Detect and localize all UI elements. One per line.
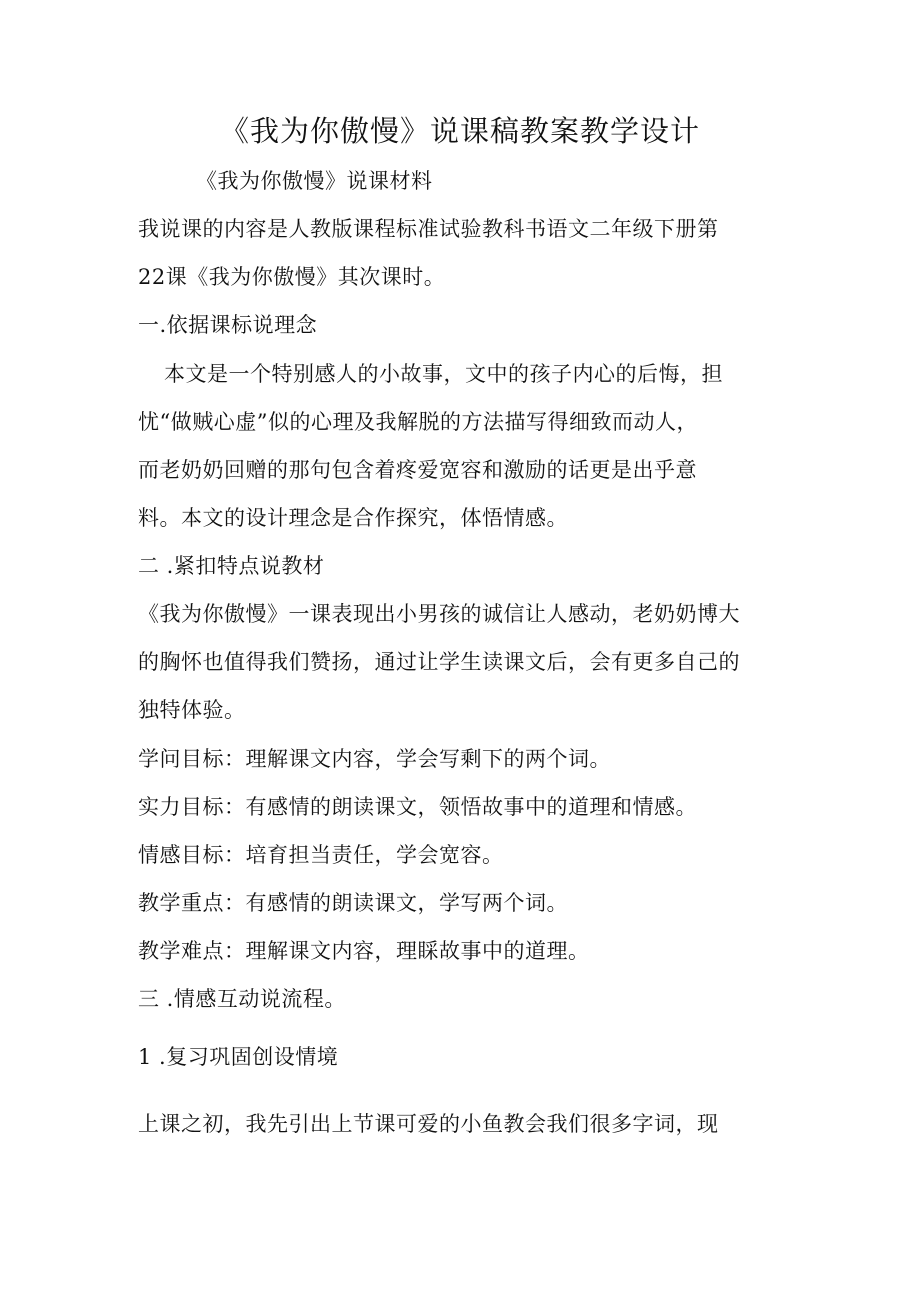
paragraph-line: 上课之初，我先引出上节课可爱的小鱼教会我们很多字词，现 — [138, 1112, 719, 1136]
paragraph-line: 而老奶奶回赠的那句包含着疼爱宽容和激励的话更是出乎意 — [138, 458, 697, 482]
paragraph-line: 《我为你傲慢》一课表现出小男孩的诚信让人感动，老奶奶博大 — [138, 602, 740, 626]
goal-line: 实力目标：有感情的朗读课文，领悟故事中的道理和情感。 — [138, 795, 697, 819]
intro-line: 我说课的内容是人教版课程标准试验教科书语文二年级下册第 — [138, 217, 719, 241]
intro-line: 22课《我为你傲慢》其次课时。 — [138, 265, 446, 289]
goal-line: 学问目标：理解课文内容，学会写剩下的两个词。 — [138, 747, 611, 771]
section-heading-3: 三 .情感互动说流程。 — [138, 987, 346, 1011]
document-title: 《我为你傲慢》说课稿教案教学设计 — [219, 114, 700, 148]
paragraph-line: 料。本文的设计理念是合作探究，体悟情感。 — [138, 506, 568, 530]
paragraph-line: 独特体验。 — [138, 698, 246, 722]
section-heading-1: 一.依据课标说理念 — [138, 313, 318, 337]
section-heading-2: 二 .紧扣特点说教材 — [138, 554, 325, 578]
goal-line: 教学重点：有感情的朗读课文，学写两个词。 — [138, 891, 568, 915]
paragraph-line: 本文是一个特别感人的小故事，文中的孩子内心的后悔，担 — [164, 362, 723, 386]
paragraph-line: 的胸怀也值得我们赞扬，通过让学生读课文后，会有更多自己的 — [138, 650, 740, 674]
goal-line: 教学难点：理解课文内容，理睬故事中的道理。 — [138, 939, 590, 963]
goal-line: 情感目标：培育担当责任，学会宽容。 — [138, 843, 504, 867]
sub-heading: 1 .复习巩固创设情境 — [138, 1045, 339, 1069]
paragraph-line: 忧“做贼心虚”似的心理及我解脱的方法描写得细致而动人， — [138, 410, 698, 434]
document-subtitle: 《我为你傲慢》说课材料 — [196, 169, 433, 193]
